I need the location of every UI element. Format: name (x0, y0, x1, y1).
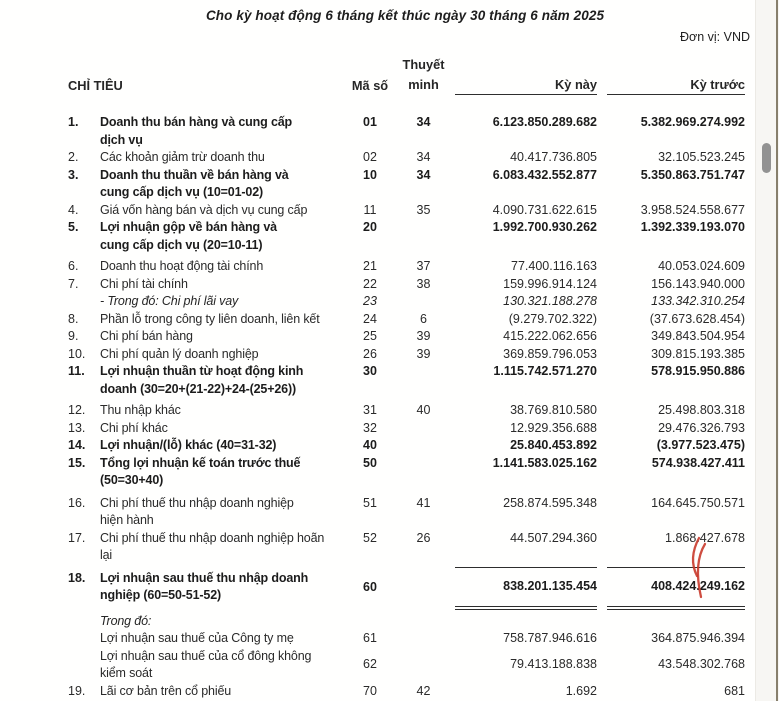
row-label-line: Chi phí thuế thu nhập doanh nghiệp (100, 495, 294, 510)
table-row (0, 420, 755, 438)
row-label-line: nghiệp (60=50-51-52) (100, 588, 222, 602)
row-current-value: 1.115.742.571.270 (493, 364, 597, 378)
row-note-ref: 26 (416, 530, 431, 545)
row-label-line: Chi phí thuế thu nhập doanh nghiệp hoãn (100, 530, 325, 545)
table-row (0, 648, 755, 683)
row-label-line: Các khoản giảm trừ doanh thu (100, 150, 265, 164)
row-prior-value: (3.977.523.475) (656, 438, 745, 452)
row-current-value: 25.840.453.892 (510, 438, 597, 452)
row-number: 2. (68, 150, 79, 164)
table-row (0, 402, 755, 420)
row-current-value: 79.413.188.838 (510, 657, 597, 672)
row-label-line: Tổng lợi nhuận kế toán trước thuế (100, 455, 301, 470)
report-period-title: Cho kỳ hoạt động 6 tháng kết thúc ngày 30 tháng 6 năm 2025 (205, 8, 605, 23)
row-code: 50 (363, 455, 377, 470)
row-label-line: Phần lỗ trong công ty liên doanh, liên kết (100, 311, 320, 326)
row-label-line: cung cấp dịch vụ (10=01-02) (100, 185, 264, 199)
row-prior-value: 164.645.750.571 (651, 495, 745, 510)
row-current-value: 6.123.850.289.682 (492, 115, 597, 129)
row-current-value: 758.787.946.616 (503, 631, 597, 645)
row-note-ref (392, 219, 455, 254)
row-current-value: 4.090.731.622.615 (492, 202, 597, 217)
table-row (0, 219, 755, 254)
row-number: 13. (68, 420, 86, 435)
row-number: 16. (68, 495, 86, 510)
row-prior-value: 309.815.193.385 (651, 346, 745, 361)
row-label (100, 219, 348, 254)
row-label-line: Lợi nhuận sau thuế thu nhập doanh (100, 570, 309, 585)
row-note-ref: 34 (416, 167, 431, 182)
row-number (68, 613, 100, 631)
table-row (0, 276, 755, 294)
row-label (100, 420, 348, 438)
row-current-value: 369.859.796.053 (503, 346, 597, 361)
row-label-line: Lợi nhuận thuần từ hoạt động kinh (100, 364, 304, 378)
row-label-line: Lợi nhuận sau thuế của Công ty mẹ (100, 631, 294, 645)
scrollbar-track[interactable] (755, 0, 779, 701)
row-code: 11 (363, 202, 377, 217)
row-label-line: Chi phí bán hàng (100, 329, 193, 343)
table-row (0, 567, 755, 610)
row-note-ref (392, 630, 455, 648)
row-label-line: Lãi cơ bản trên cổ phiếu (100, 683, 232, 698)
row-label-line: dịch vụ (100, 132, 143, 147)
row-code: 31 (363, 403, 377, 417)
row-note-ref (392, 613, 455, 631)
row-number: 8. (68, 311, 79, 326)
table-row (0, 346, 755, 364)
row-note-ref: 40 (416, 403, 431, 417)
row-number (68, 293, 100, 311)
row-label-line: (50=30+40) (100, 473, 164, 487)
row-current-value: 159.996.914.124 (503, 276, 597, 291)
row-prior-value: 43.548.302.768 (658, 657, 745, 672)
row-label-line: Lợi nhuận/(lỗ) khác (40=31-32) (100, 438, 277, 452)
row-prior-value: 25.498.803.318 (658, 403, 745, 417)
row-number: 9. (68, 329, 79, 343)
row-current-value: 12.929.356.688 (510, 420, 597, 435)
row-prior-value: 681 (724, 683, 745, 698)
row-number: 6. (68, 259, 79, 273)
row-label-line: Lợi nhuận gộp về bán hàng và (100, 220, 277, 234)
row-current-value: 258.874.595.348 (503, 495, 597, 510)
page-edge-line (776, 0, 778, 701)
row-current-value: 44.507.294.360 (510, 530, 597, 545)
row-code: 51 (363, 495, 377, 510)
row-current-value: 415.222.062.656 (503, 329, 597, 343)
table-row (0, 167, 755, 202)
row-note-ref: 35 (416, 202, 431, 217)
row-number: 19. (68, 683, 86, 698)
row-label-line: Chi phí tài chính (100, 276, 188, 291)
table-body (0, 114, 755, 700)
row-note-ref: 38 (416, 276, 431, 291)
row-label (100, 167, 348, 202)
row-code: 10 (363, 167, 377, 182)
row-number (68, 630, 100, 648)
table-row (0, 363, 755, 398)
row-label (100, 328, 348, 346)
row-label (100, 437, 348, 455)
table-row (0, 437, 755, 455)
row-code: 01 (363, 115, 377, 129)
column-header-current-period: Kỳ này (455, 77, 597, 95)
row-current-value: (9.279.702.322) (508, 311, 597, 326)
row-label-line: Thu nhập khác (100, 403, 181, 417)
row-note-ref: 41 (416, 495, 431, 510)
row-label-line: Doanh thu thuần về bán hàng và (100, 167, 289, 182)
row-code: 22 (363, 276, 377, 291)
table-row (0, 328, 755, 346)
row-label-line: Doanh thu hoạt động tài chính (100, 259, 264, 273)
row-note-ref (392, 437, 455, 455)
row-code: 02 (363, 150, 377, 164)
row-label (100, 613, 348, 631)
column-header-prior-period: Kỳ trước (607, 77, 745, 95)
row-label (100, 455, 348, 490)
row-code: 26 (363, 346, 377, 361)
column-header-note-line1: Thuyết (402, 57, 445, 72)
row-code: 60 (363, 580, 377, 595)
table-row (0, 293, 755, 311)
row-number (68, 648, 100, 683)
row-prior-value (607, 613, 745, 631)
row-current-value: 77.400.116.163 (511, 259, 597, 273)
row-label (100, 648, 348, 683)
row-code: 20 (363, 220, 377, 234)
row-current-value: 1.141.583.025.162 (492, 455, 597, 470)
row-note-ref: 34 (416, 150, 431, 164)
row-label-line: Chi phí khác (100, 420, 168, 435)
table-row (0, 530, 755, 565)
row-current-value: 38.769.810.580 (510, 403, 597, 417)
row-label-line: kiểm soát (100, 666, 153, 680)
row-prior-value: 40.053.024.609 (658, 259, 745, 273)
row-prior-value: 408.424.249.162 (607, 567, 745, 610)
scrollbar-thumb[interactable] (762, 143, 771, 173)
row-label (100, 202, 348, 220)
row-code (348, 613, 392, 631)
row-label-line: Chi phí quản lý doanh nghiệp (100, 346, 259, 361)
row-prior-value: 574.938.427.411 (651, 455, 745, 470)
row-code: 40 (363, 438, 377, 452)
table-row (0, 311, 755, 329)
row-label (100, 363, 348, 398)
row-code: 70 (363, 683, 377, 698)
row-number: 11. (68, 364, 85, 378)
table-row (0, 455, 755, 490)
row-current-value: 130.321.188.278 (503, 294, 597, 308)
row-label (100, 293, 348, 311)
table-row (0, 114, 755, 149)
row-label-line: Doanh thu bán hàng và cung cấp (100, 115, 293, 129)
column-header-indicator: CHỈ TIÊU (68, 78, 123, 93)
row-label (100, 258, 348, 276)
row-label (100, 346, 348, 364)
row-prior-value: 29.476.326.793 (658, 420, 745, 435)
row-note-ref: 37 (416, 259, 431, 273)
row-prior-value: 1.868.427.678 (665, 530, 745, 545)
row-prior-value: 1.392.339.193.070 (640, 220, 745, 234)
row-prior-value: (37.673.628.454) (649, 311, 745, 326)
row-prior-value: 32.105.523.245 (658, 150, 745, 164)
row-label-line: - Trong đó: Chi phí lãi vay (100, 294, 239, 308)
row-note-ref (392, 420, 455, 438)
row-current-value: 1.692 (565, 683, 597, 698)
currency-unit-label: Đơn vị: VND (679, 30, 750, 44)
row-number: 3. (68, 167, 79, 182)
row-label (100, 683, 348, 701)
row-label (100, 530, 348, 565)
table-header (0, 58, 755, 95)
row-prior-value: 3.958.524.558.677 (640, 202, 745, 217)
row-note-ref (392, 567, 455, 610)
row-label (100, 402, 348, 420)
row-note-ref (392, 293, 455, 311)
row-number: 4. (68, 202, 79, 217)
row-note-ref: 34 (416, 115, 431, 129)
row-note-ref: 39 (416, 346, 431, 361)
row-label-line: cung cấp dịch vụ (20=10-11) (100, 237, 263, 252)
row-number: 10. (68, 346, 86, 361)
row-code: 24 (363, 311, 377, 326)
table-row (0, 630, 755, 648)
row-code: 25 (363, 329, 377, 343)
row-note-ref: 6 (420, 311, 427, 326)
row-label (100, 276, 348, 294)
row-note-ref (392, 363, 455, 398)
row-number: 17. (68, 530, 86, 545)
row-prior-value: 133.342.310.254 (651, 294, 745, 308)
row-number: 1. (68, 115, 79, 129)
row-label (100, 630, 348, 648)
column-header-code: Mã số (351, 78, 389, 93)
table-row (0, 613, 755, 631)
table-row (0, 495, 755, 530)
row-code: 52 (363, 530, 377, 545)
row-prior-value: 5.382.969.274.992 (640, 115, 745, 129)
row-current-value: 6.083.432.552.877 (492, 167, 597, 182)
row-code: 32 (363, 420, 377, 435)
row-note-ref: 42 (416, 683, 431, 698)
row-number: 12. (68, 403, 86, 417)
row-number: 5. (68, 220, 79, 234)
row-label-line: hiện hành (100, 513, 154, 527)
row-code: 21 (363, 259, 377, 273)
row-current-value: 838.201.135.454 (455, 567, 597, 610)
row-current-value: 1.992.700.930.262 (492, 220, 597, 234)
row-number: 18. (68, 570, 86, 585)
table-row (0, 149, 755, 167)
row-code: 23 (363, 294, 377, 308)
row-note-ref: 39 (416, 329, 431, 343)
row-current-value (455, 613, 597, 631)
row-label (100, 567, 348, 610)
row-code: 30 (363, 364, 377, 378)
row-label (100, 114, 348, 149)
row-code: 62 (363, 657, 377, 672)
row-number: 7. (68, 276, 79, 291)
row-label (100, 311, 348, 329)
row-prior-value: 349.843.504.954 (651, 329, 745, 343)
row-number: 15. (68, 455, 86, 470)
row-label-line: doanh (30=20+(21-22)+24-(25+26)) (100, 381, 296, 396)
row-number: 14. (68, 438, 86, 452)
row-label-line: Lợi nhuận sau thuế của cổ đông không (100, 648, 312, 663)
row-prior-value: 578.915.950.886 (651, 364, 745, 378)
row-label-line: Trong đó: (100, 613, 152, 628)
row-note-ref (392, 455, 455, 490)
row-code: 61 (363, 631, 377, 645)
row-current-value: 40.417.736.805 (510, 150, 597, 164)
table-row (0, 258, 755, 276)
row-label-line: Giá vốn hàng bán và dịch vụ cung cấp (100, 202, 308, 217)
row-label (100, 149, 348, 167)
column-header-note-line2: minh (408, 77, 439, 92)
table-row (0, 683, 755, 701)
row-prior-value: 5.350.863.751.747 (640, 167, 745, 182)
table-row (0, 202, 755, 220)
row-note-ref (392, 648, 455, 683)
row-label-line: lại (100, 548, 113, 562)
row-label (100, 495, 348, 530)
row-prior-value: 364.875.946.394 (651, 631, 745, 645)
row-prior-value: 156.143.940.000 (651, 276, 745, 291)
